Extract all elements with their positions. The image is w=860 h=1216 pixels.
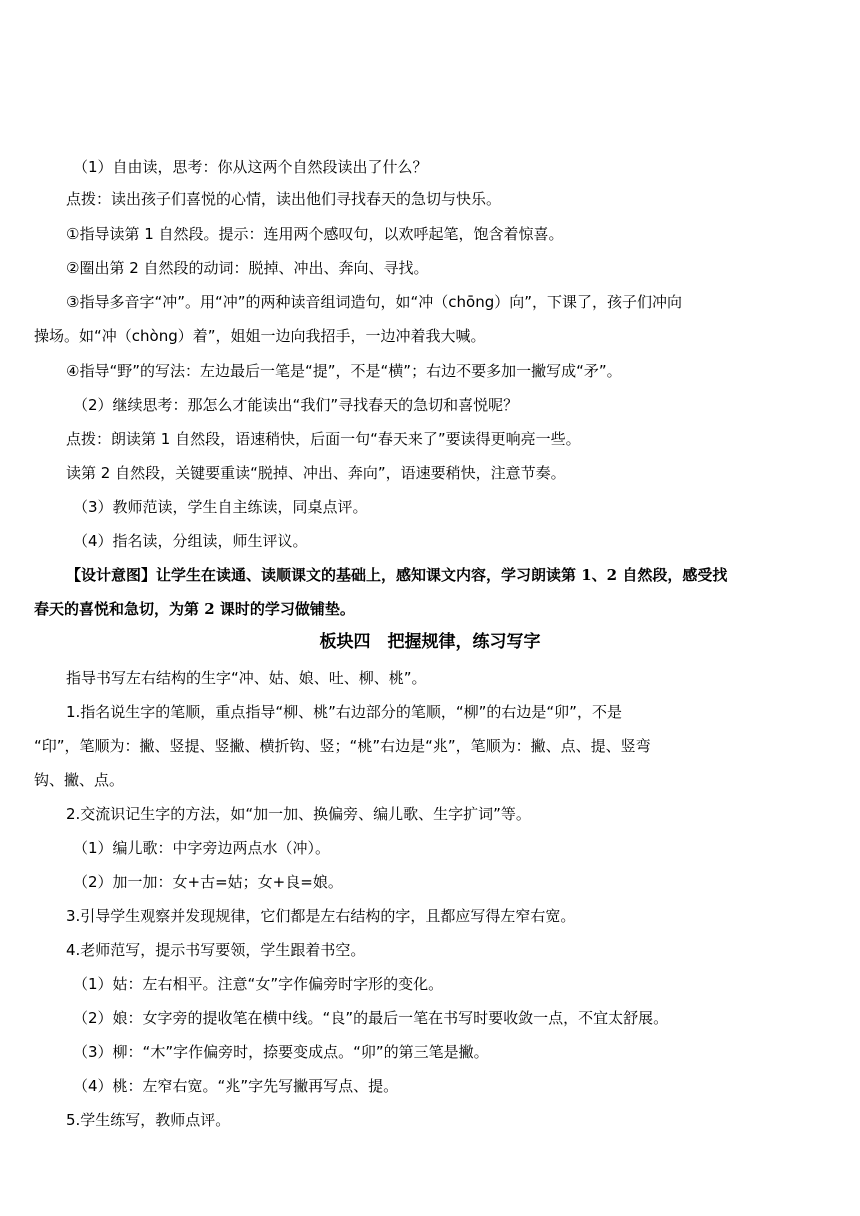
writing-step-2: 2.交流识记生字的方法，如“加一加、换偏旁、编儿歌、生字扩词”等。 [66, 805, 531, 823]
hint-1: 点拨：读出孩子们喜悦的心情，读出他们寻找春天的急切与快乐。 [66, 190, 502, 208]
writing-sub-gu: （1）姑：左右相平。注意“女”字作偏旁时字形的变化。 [73, 975, 444, 993]
writing-sub-2: （2）加一加：女+古=姑；女+良=娘。 [73, 873, 343, 891]
question-3: （3）教师范读，学生自主练读，同桌点评。 [73, 498, 368, 516]
step-2: ②圈出第 2 自然段的动词：脱掉、冲出、奔向、寻找。 [66, 259, 429, 277]
design-intent-text: 让学生在读通、读顺课文的基础上，感知课文内容，学习朗读第 1、2 自然段，感受找 [156, 566, 728, 584]
step-3-line-1: ③指导多音字“冲”。用“冲”的两种读音组词造句，如“冲（chōng）向”，下课了，孩子们冲向 [66, 293, 683, 311]
design-intent-line-2: 春天的喜悦和急切，为第 2 课时的学习做铺垫。 [34, 600, 355, 618]
question-4: （4）指名读，分组读，师生评议。 [73, 532, 308, 550]
writing-step-3: 3.引导学生观察并发现规律，它们都是左右结构的字，且都应写得左窄右宽。 [66, 907, 576, 925]
writing-step-1-line-3: 钩、撇、点。 [34, 771, 125, 789]
step-1: ①指导读第 1 自然段。提示：连用两个感叹句，以欢呼起笔，饱含着惊喜。 [66, 225, 564, 243]
writing-sub-1: （1）编儿歌：中字旁边两点水（冲）。 [73, 839, 331, 857]
step-4: ④指导“野”的写法：左边最后一笔是“提”，不是“横”；右边不要多加一撇写成“矛”。 [66, 362, 622, 380]
writing-step-4: 4.老师范写，提示书写要领，学生跟着书空。 [66, 941, 366, 959]
section-heading: 板块四 把握规律，练习写字 [319, 632, 541, 652]
writing-step-1-line-1: 1.指名说生字的笔顺，重点指导“柳、桃”右边部分的笔顺，“柳”的右边是“卯”，不是 [66, 703, 622, 721]
hint-2: 点拨：朗读第 1 自然段，语速稍快，后面一句“春天来了”要读得更响亮一些。 [66, 430, 581, 448]
writing-sub-niang: （2）娘：女字旁的提收笔在横中线。“良”的最后一笔在书写时要收敛一点，不宜太舒展。 [73, 1009, 669, 1027]
design-intent-line-1 [66, 565, 727, 585]
writing-sub-liu: （3）柳：“木”字作偏旁时，捺要变成点。“卯”的第三笔是撇。 [73, 1043, 489, 1061]
step-3-line-2: 操场。如“冲（chòng）着”，姐姐一边向我招手，一边冲着我大喊。 [34, 327, 486, 345]
question-1: （1）自由读，思考：你从这两个自然段读出了什么？ [73, 158, 428, 176]
question-2: （2）继续思考：那怎么才能读出“我们”寻找春天的急切和喜悦呢？ [73, 396, 519, 414]
reading-note: 读第 2 自然段，关键要重读“脱掉、冲出、奔向”，语速要稍快，注意节奏。 [66, 464, 566, 482]
writing-step-5: 5.学生练写，教师点评。 [66, 1111, 231, 1129]
writing-intro: 指导书写左右结构的生字“冲、姑、娘、吐、柳、桃”。 [66, 669, 427, 687]
writing-step-1-line-2: “印”，笔顺为：撇、竖提、竖撇、横折钩、竖；“桃”右边是“兆”，笔顺为：撇、点、提、竖弯 [34, 737, 651, 755]
design-intent-label: 【设计意图】 [66, 566, 157, 584]
writing-sub-tao: （4）桃：左窄右宽。“兆”字先写撇再写点、提。 [73, 1077, 399, 1095]
